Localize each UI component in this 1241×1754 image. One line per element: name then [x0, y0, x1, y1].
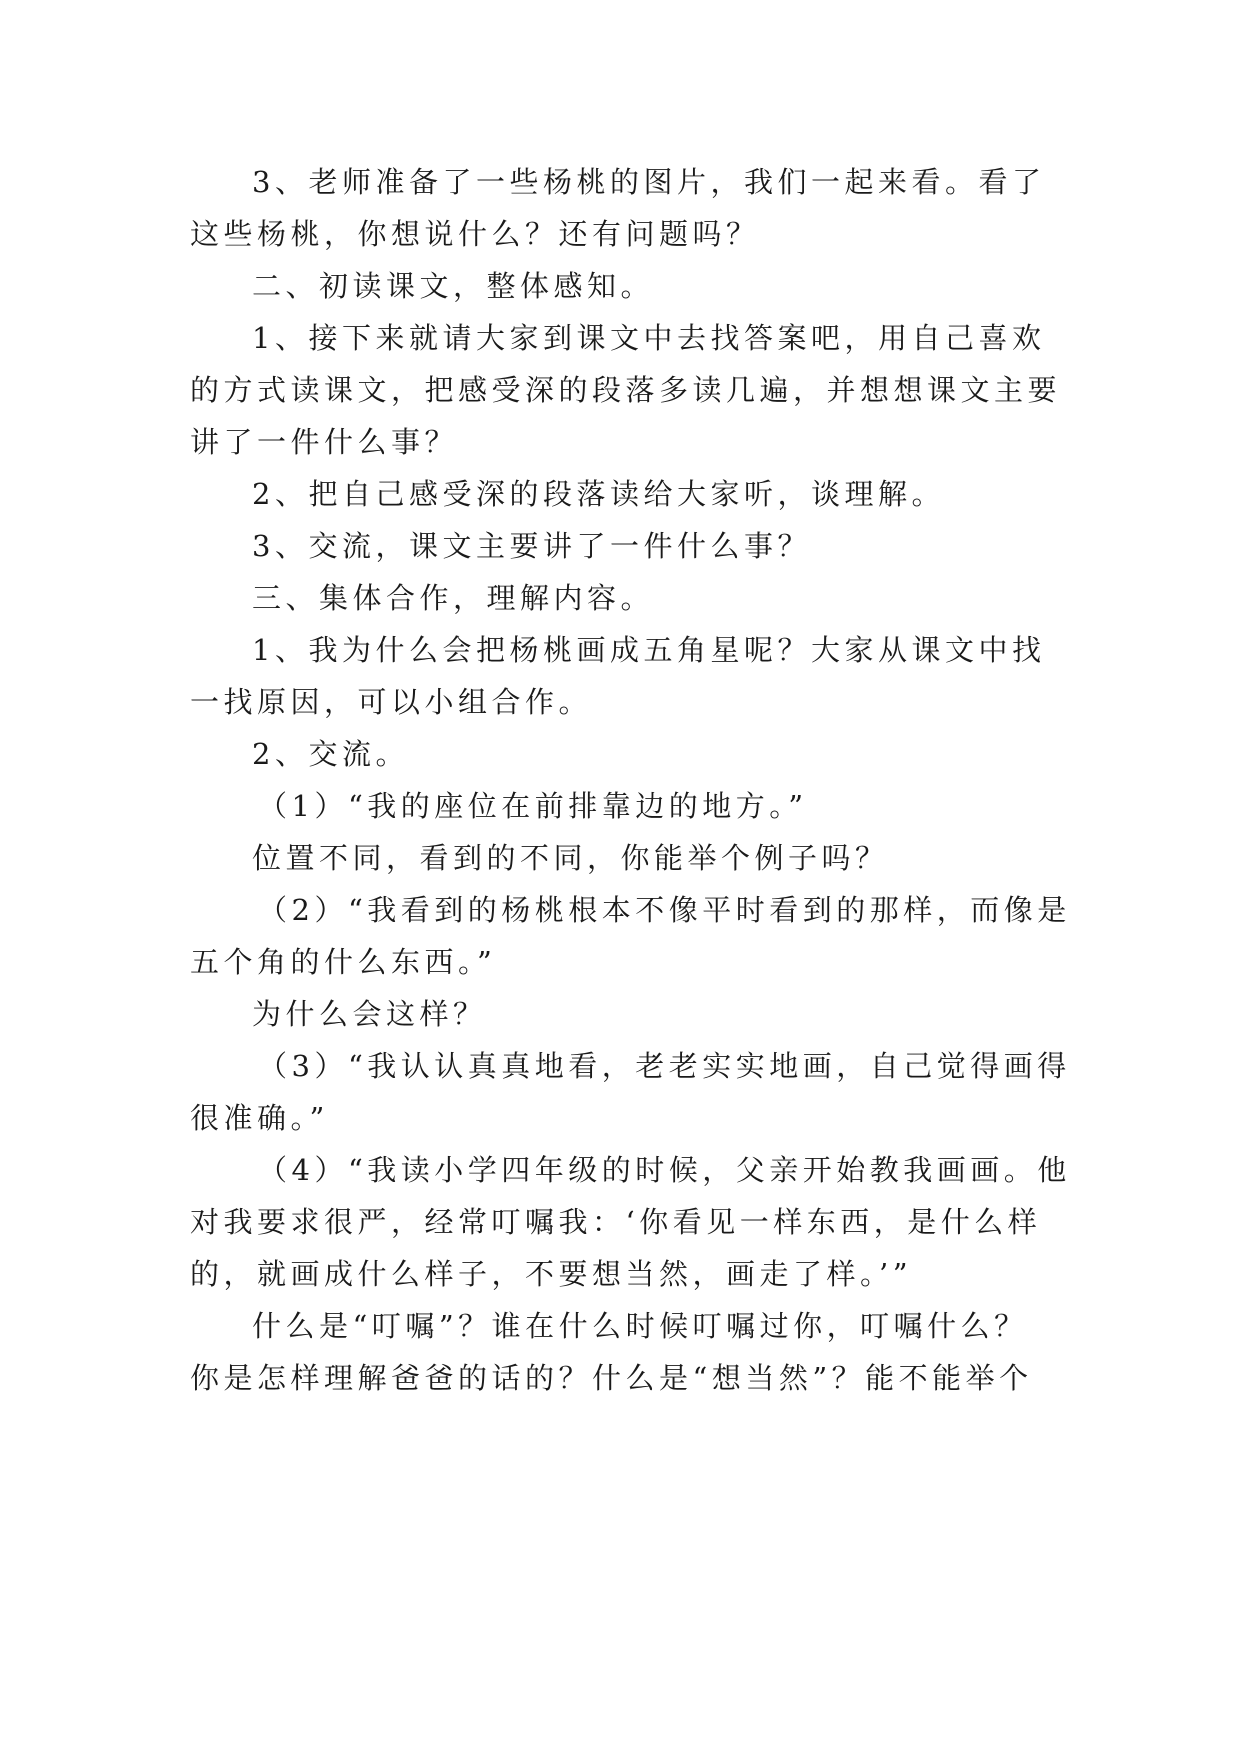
section-heading: 三、集体合作，理解内容。: [252, 581, 655, 615]
paragraph-line: 3、老师准备了一些杨桃的图片，我们一起来看。看了: [252, 165, 1046, 199]
quote-line: 五个角的什么东西。”: [190, 945, 497, 979]
paragraph-line: 位置不同，看到的不同，你能举个例子吗？: [252, 841, 889, 875]
paragraph-line: 讲了一件什么事？: [190, 425, 459, 459]
paragraph-line: 1、接下来就请大家到课文中去找答案吧，用自己喜欢: [252, 321, 1046, 355]
quote-line: （1）“我的座位在前排靠边的地方。”: [258, 789, 808, 823]
paragraph-line: 这些杨桃，你想说什么？还有问题吗？: [190, 217, 760, 251]
paragraph-line: 什么是“叮嘱”？谁在什么时候叮嘱过你，叮嘱什么？: [252, 1309, 1028, 1343]
paragraph-line: 2、交流。: [252, 737, 409, 771]
quote-line: 的，就画成什么样子，不要想当然，画走了样。’”: [190, 1257, 913, 1291]
section-heading: 二、初读课文，整体感知。: [252, 269, 655, 303]
paragraph-line: 为什么会这样？: [252, 997, 487, 1031]
quote-line: （3）“我认认真真地看，老老实实地画，自己觉得画得: [258, 1049, 1071, 1083]
paragraph-line: 的方式读课文，把感受深的段落多读几遍，并想想课文主要: [190, 373, 1062, 407]
paragraph-line: 1、我为什么会把杨桃画成五角星呢？大家从课文中找: [252, 633, 1046, 667]
quote-line: （4）“我读小学四年级的时候，父亲开始教我画画。他: [258, 1153, 1071, 1187]
quote-line: 很准确。”: [190, 1101, 329, 1135]
paragraph-line: 2、把自己感受深的段落读给大家听，谈理解。: [252, 477, 945, 511]
paragraph-line: 你是怎样理解爸爸的话的？什么是“想当然”？能不能举个: [190, 1361, 1033, 1395]
paragraph-line: 一找原因，可以小组合作。: [190, 685, 593, 719]
paragraph-line: 3、交流，课文主要讲了一件什么事？: [252, 529, 811, 563]
quote-line: 对我要求很严，经常叮嘱我：‘你看见一样东西，是什么样: [190, 1205, 1042, 1239]
quote-line: （2）“我看到的杨桃根本不像平时看到的那样，而像是: [258, 893, 1071, 927]
